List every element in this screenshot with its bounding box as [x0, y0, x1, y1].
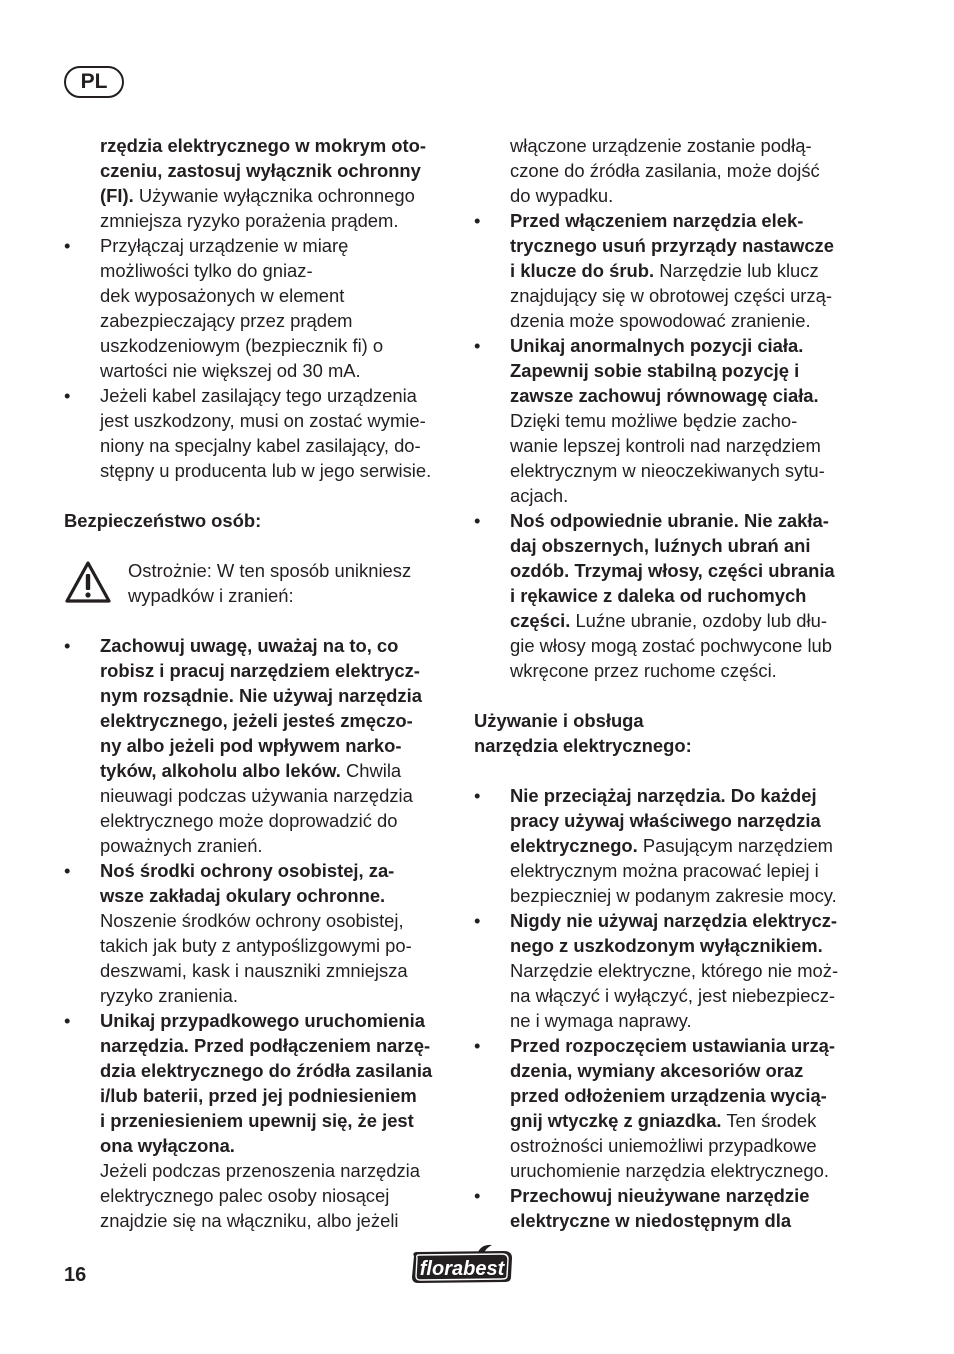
bold-run: i klucze do śrub. [510, 260, 655, 281]
text-run: Jeżeli podczas przenoszenia narzędzia [100, 1160, 420, 1181]
text-run: możliwości tylko do gniaz- [100, 260, 313, 281]
text-line [510, 183, 860, 208]
text-line [510, 908, 860, 933]
text-line [510, 408, 860, 433]
text-run: elektrycznego może doprowadzić do [100, 810, 398, 831]
text-line [100, 1183, 450, 1208]
text-run: włączone urządzenie zostanie podłą- [510, 135, 812, 156]
text-run: uszkodzeniowym (bezpiecznik fi) o [100, 335, 384, 356]
bullet-item [64, 383, 450, 483]
text-run: stępny u producenta lub w jego serwisie. [100, 460, 432, 481]
text-line [510, 333, 860, 358]
text-line [510, 1208, 860, 1233]
bullet-marker: • [64, 385, 71, 406]
text-line [100, 833, 450, 858]
text-run: uruchomienie narzędzia elektrycznego. [510, 1160, 829, 1181]
text-run: jest uszkodzony, musi on zostać wymie- [100, 410, 426, 431]
bullet-item [64, 858, 450, 1008]
text-line [100, 1083, 450, 1108]
text-line [100, 633, 450, 658]
bold-run: Przed włączeniem narzędzia elek- [510, 210, 804, 231]
bold-run: czeniu, zastosuj wyłącznik ochronny [100, 160, 421, 181]
bold-run: ny albo jeżeli pod wpływem narko- [100, 735, 402, 756]
bullet-item [64, 1008, 450, 1233]
text-run: elektrycznym w nieoczekiwanych sytu- [510, 460, 825, 481]
text-line [510, 308, 860, 333]
text-line [510, 958, 860, 983]
text-line [100, 733, 450, 758]
bullet-item [474, 333, 860, 508]
bold-run: nym rozsądnie. Nie używaj narzędzia [100, 685, 422, 706]
right-bullet-list-1 [474, 208, 860, 683]
bold-run: Nie przeciążaj narzędzia. Do każdej [510, 785, 817, 806]
text-line [100, 1208, 450, 1233]
text-line [510, 458, 860, 483]
text-line [510, 508, 860, 533]
text-line [100, 208, 450, 233]
text-run: znajdujący się w obrotowej części urzą- [510, 285, 832, 306]
text-line [100, 1133, 450, 1158]
text-line [100, 258, 450, 283]
text-run: Chwila [340, 760, 402, 781]
text-line [100, 1058, 450, 1083]
text-run: dzenia może spowodować zranienie. [510, 310, 811, 331]
bold-run: Noś środki ochrony osobistej, za- [100, 860, 395, 881]
bullet-marker: • [474, 510, 481, 531]
text-line [100, 958, 450, 983]
bullet-item [64, 233, 450, 383]
text-line [100, 933, 450, 958]
bullet-item [64, 633, 450, 858]
text-run: do wypadku. [510, 185, 614, 206]
text-run: takich jak buty z antypoślizgowymi po- [100, 935, 412, 956]
bold-run: Zachowuj uwagę, uważaj na to, co [100, 635, 399, 656]
bold-run: gnij wtyczkę z gniazdka. [510, 1110, 722, 1131]
text-run: Luźne ubranie, ozdoby lub dłu- [570, 610, 827, 631]
text-line [100, 383, 450, 408]
bold-run: Unikaj przypadkowego uruchomienia [100, 1010, 425, 1031]
bullet-marker: • [474, 1185, 481, 1206]
text-line [510, 1108, 860, 1133]
text-line [100, 183, 450, 208]
text-line [510, 233, 860, 258]
bold-run: daj obszernych, luźnych ubrań ani [510, 535, 811, 556]
text-line [100, 233, 450, 258]
text-line [510, 608, 860, 633]
text-run: elektrycznego palec osoby niosącej [100, 1185, 390, 1206]
text-line [100, 433, 450, 458]
logo-lettering: florabest [419, 1258, 505, 1280]
bold-run: rzędzia elektrycznego w mokrym oto- [100, 135, 427, 156]
bold-run: i przeniesieniem upewnij się, że jest [100, 1110, 414, 1131]
text-line [100, 858, 450, 883]
warning-triangle-icon [64, 560, 112, 604]
text-run: Ten środek [721, 1110, 817, 1131]
text-line [510, 358, 860, 383]
text-line [100, 758, 450, 783]
text-line [510, 983, 860, 1008]
bold-run: ozdób. Trzymaj włosy, części ubrania [510, 560, 835, 581]
text-line [100, 1033, 450, 1058]
text-line [510, 633, 860, 658]
text-line [510, 383, 860, 408]
text-line [100, 983, 450, 1008]
text-line [510, 1083, 860, 1108]
text-run: gie włosy mogą zostać pochwycone lub [510, 635, 833, 656]
right-intro [474, 133, 860, 208]
text-line [510, 1058, 860, 1083]
left-intro [64, 133, 450, 233]
text-run: Narzędzie lub klucz [654, 260, 819, 281]
text-run: bezpieczniej w podanym zakresie mocy. [510, 885, 837, 906]
section-heading-tool-use: Używanie i obsługa narzędzia elektrycznego: [474, 710, 692, 756]
text-run: Używanie wyłącznika ochronnego [133, 185, 415, 206]
text-run: czone do źródła zasilania, może dojść [510, 160, 820, 181]
bullet-item [474, 508, 860, 683]
text-run: nieuwagi podczas używania narzędzia [100, 785, 413, 806]
text-line [510, 883, 860, 908]
bold-run: Unikaj anormalnych pozycji ciała. [510, 335, 804, 356]
text-line [100, 333, 450, 358]
text-line [100, 808, 450, 833]
language-badge: PL [64, 66, 124, 98]
bold-run: trycznego usuń przyrządy nastawcze [510, 235, 834, 256]
bullet-marker: • [474, 785, 481, 806]
text-line [510, 783, 860, 808]
bold-run: Nigdy nie używaj narzędzia elektrycz- [510, 910, 838, 931]
text-line [510, 658, 860, 683]
bullet-item [474, 908, 860, 1033]
text-line [510, 833, 860, 858]
text-line [510, 258, 860, 283]
text-line [510, 583, 860, 608]
bold-run: Przed rozpoczęciem ustawiania urzą- [510, 1035, 835, 1056]
text-run: niony na specjalny kabel zasilający, do- [100, 435, 421, 456]
florabest-logo [408, 1244, 516, 1286]
text-line [100, 408, 450, 433]
text-line [100, 883, 450, 908]
bullet-marker: • [474, 210, 481, 231]
bullet-marker: • [64, 635, 71, 656]
text-run: znajdzie się na włączniku, albo jeżeli [100, 1210, 399, 1231]
text-line [510, 208, 860, 233]
text-line [510, 808, 860, 833]
bold-run: Zapewnij sobie stabilną pozycję i [510, 360, 800, 381]
text-line [510, 1008, 860, 1033]
text-line [100, 358, 450, 383]
bold-run: elektrycznego, jeżeli jesteś zmęczo- [100, 710, 413, 731]
bold-run: dzenia, wymiany akcesoriów oraz [510, 1060, 804, 1081]
bold-run: części. [510, 610, 571, 631]
bold-run: Noś odpowiednie ubranie. Nie zakła- [510, 510, 829, 531]
right-bullet-list-2 [474, 783, 860, 1233]
text-line [100, 158, 450, 183]
bullet-item [474, 208, 860, 333]
text-line [510, 933, 860, 958]
text-run: zmniejsza ryzyko porażenia prądem. [100, 210, 399, 231]
text-run: poważnych zranień. [100, 835, 263, 856]
text-line [510, 1033, 860, 1058]
text-line [510, 533, 860, 558]
text-line [100, 308, 450, 333]
text-run: zabezpieczający przez prądem [100, 310, 353, 331]
bullet-item [474, 1033, 860, 1183]
text-line [100, 683, 450, 708]
text-line [510, 1183, 860, 1208]
text-line [100, 458, 450, 483]
bold-run: wsze zakładaj okulary ochronne. [100, 885, 386, 906]
text-line [100, 658, 450, 683]
bold-run: elektryczne w niedostępnym dla [510, 1210, 792, 1231]
text-line [100, 783, 450, 808]
bullet-item [474, 1183, 860, 1233]
bold-run: narzędzia. Przed podłączeniem narzę- [100, 1035, 431, 1056]
left-column [64, 133, 450, 1233]
bullet-marker: • [64, 860, 71, 881]
text-run: elektrycznym można pracować lepiej i [510, 860, 819, 881]
text-run: wartości nie większej od 30 mA. [100, 360, 361, 381]
bold-run: dzia elektrycznego do źródła zasilania [100, 1060, 433, 1081]
text-line [510, 1133, 860, 1158]
bold-run: (FI). [100, 185, 134, 206]
text-run: Pasującym narzędziem [637, 835, 833, 856]
bold-run: ona wyłączona. [100, 1135, 235, 1156]
bold-run: i rękawice z daleka od ruchomych [510, 585, 807, 606]
bold-run: tyków, alkoholu albo leków. [100, 760, 341, 781]
text-line [510, 1158, 860, 1183]
text-line [100, 1008, 450, 1033]
text-line [100, 1158, 450, 1183]
bullet-marker: • [474, 335, 481, 356]
text-line [510, 858, 860, 883]
bullet-marker: • [64, 1010, 71, 1031]
bold-run: przed odłożeniem urządzenia wycią- [510, 1085, 827, 1106]
text-line [100, 133, 450, 158]
text-run: Przyłączaj urządzenie w miarę [100, 235, 349, 256]
text-run: wkręcone przez ruchome części. [510, 660, 777, 681]
text-line [510, 133, 860, 158]
text-run: Dzięki temu możliwe będzie zacho- [510, 410, 798, 431]
text-run: dek wyposażonych w element [100, 285, 345, 306]
page-number: 16 [64, 1264, 87, 1286]
bold-run: zawsze zachowuj równowagę ciała. [510, 385, 819, 406]
text-line [100, 1108, 450, 1133]
text-run: wanie lepszej kontroli nad narzędziem [510, 435, 821, 456]
text-line [100, 283, 450, 308]
bold-run: elektrycznego. [510, 835, 638, 856]
bullet-marker: • [64, 235, 71, 256]
text-run: ne i wymaga naprawy. [510, 1010, 692, 1031]
bold-run: robisz i pracuj narzędziem elektrycz- [100, 660, 420, 681]
text-run: Jeżeli kabel zasilający tego urządzenia [100, 385, 417, 406]
bold-run: i/lub baterii, przed jej podniesieniem [100, 1085, 417, 1106]
left-bullet-list-1 [64, 233, 450, 483]
text-run: ryzyko zranienia. [100, 985, 238, 1006]
bold-run: Przechowuj nieużywane narzędzie [510, 1185, 810, 1206]
text-run: deszwami, kask i nauszniki zmniejsza [100, 960, 408, 981]
bold-run: pracy używaj właściwego narzędzia [510, 810, 821, 831]
text-run: ostrożności uniemożliwi przypadkowe [510, 1135, 817, 1156]
text-run: Noszenie środków ochrony osobistej, [100, 910, 404, 931]
text-line [510, 483, 860, 508]
bullet-item [474, 783, 860, 908]
warning-note [64, 558, 450, 608]
text-line [510, 433, 860, 458]
section-heading-personal-safety: Bezpieczeństwo osób: [64, 510, 262, 531]
text-line [510, 558, 860, 583]
text-run: na włączyć i wyłączyć, jest niebezpiecz- [510, 985, 836, 1006]
bullet-marker: • [474, 1035, 481, 1056]
bullet-marker: • [474, 910, 481, 931]
bold-run: nego z uszkodzonym wyłącznikiem. [510, 935, 823, 956]
text-run: Narzędzie elektryczne, którego nie moż- [510, 960, 839, 981]
right-column [474, 133, 860, 1233]
warning-text: Ostrożnie: W ten sposób unikniesz wypadków i zranień: [128, 560, 412, 606]
text-line [100, 708, 450, 733]
text-run: acjach. [510, 485, 569, 506]
left-bullet-list-2 [64, 633, 450, 1233]
text-line [510, 283, 860, 308]
text-line [100, 908, 450, 933]
text-line [510, 158, 860, 183]
